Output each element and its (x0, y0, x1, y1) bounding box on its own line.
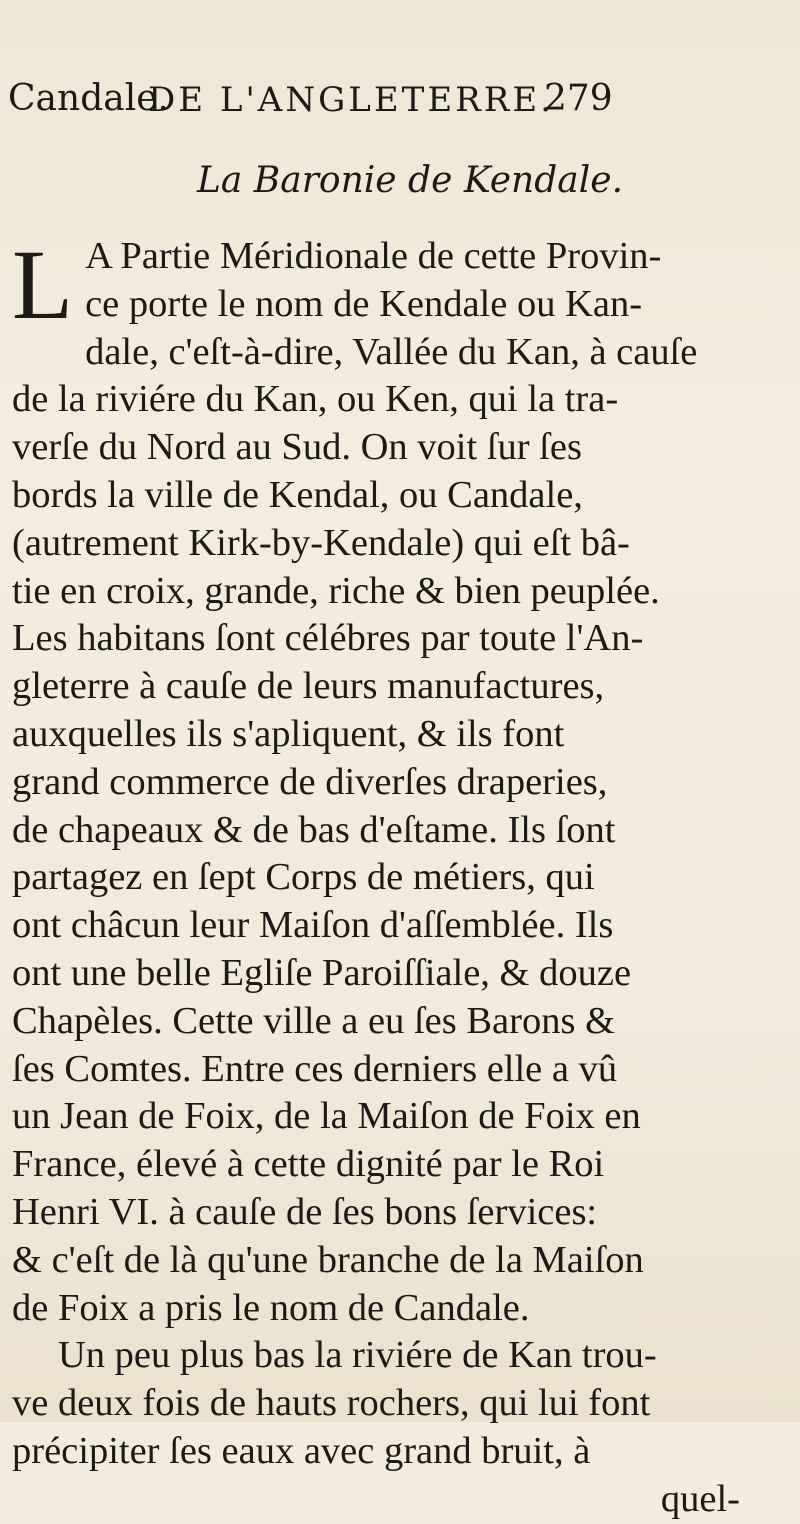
text-line: Chapèles. Cette ville a eu ſes Barons & (12, 999, 616, 1042)
text-line: Les habitans ſont célébres par toute l'An- (12, 617, 644, 660)
text-line: ve deux fois de hauts rochers, qui lui font (12, 1382, 651, 1425)
drop-cap: L (12, 229, 74, 340)
text-line: ont une belle Egliſe Paroiſſiale, & douze (12, 951, 632, 994)
text-line: dale, c'eſt-à-dire, Vallée du Kan, à cauſe (85, 330, 698, 373)
text-line: Un peu plus bas la riviére de Kan trou- (58, 1334, 657, 1377)
text-line: partagez en ſept Corps de métiers, qui (12, 856, 595, 899)
text-line: ſes Comtes. Entre ces derniers elle a vû (12, 1047, 618, 1090)
text-line: ont châcun leur Maiſon d'aſſemblée. Ils (12, 904, 614, 947)
text-line: France, élevé à cette dignité par le Roi (12, 1143, 605, 1186)
text-line: (autrement Kirk-by-Kendale) qui eſt bâ- (12, 521, 630, 564)
text-line: A Partie Méridionale de cette Provin- (85, 235, 662, 277)
text-line: gleterre à cauſe de leurs manufactures, (12, 665, 605, 708)
text-line: de Foix a pris le nom de Candale. (12, 1286, 530, 1329)
page-number: 279 (544, 78, 613, 119)
text-line: & c'eſt de là qu'une branche de la Maiſon (12, 1238, 644, 1281)
section-title: La Baronie de Kendale. (196, 160, 624, 201)
text-line: un Jean de Foix, de la Maiſon de Foix en (12, 1095, 641, 1138)
text-line: précipiter ſes eaux avec grand bruit, à (12, 1429, 591, 1472)
text-line: de la riviére du Kan, ou Ken, qui la tra- (12, 378, 619, 421)
text-line: auxquelles ils s'apliquent, & ils font (12, 712, 565, 755)
header-title: DE L'ANGLETERRE. (148, 80, 554, 120)
text-line: tie en croix, grande, riche & bien peuplée. (12, 569, 660, 612)
catchword: quel- (660, 1477, 740, 1520)
text-line: Henri VI. à cauſe de ſes bons ſervices: (12, 1190, 598, 1233)
running-header (8, 78, 708, 128)
text-line: verſe du Nord au Sud. On voit ſur ſes (12, 426, 582, 469)
text-line: bords la ville de Kendal, ou Candale, (12, 473, 583, 516)
text-line: grand commerce de diverſes draperies, (12, 760, 608, 803)
text-line: ce porte le nom de Kendale ou Kan- (85, 282, 643, 325)
header-marginal-word: Candale. (8, 78, 169, 119)
text-line: de chapeaux & de bas d'eſtame. Ils ſont (12, 808, 616, 851)
body-text (12, 229, 780, 1524)
